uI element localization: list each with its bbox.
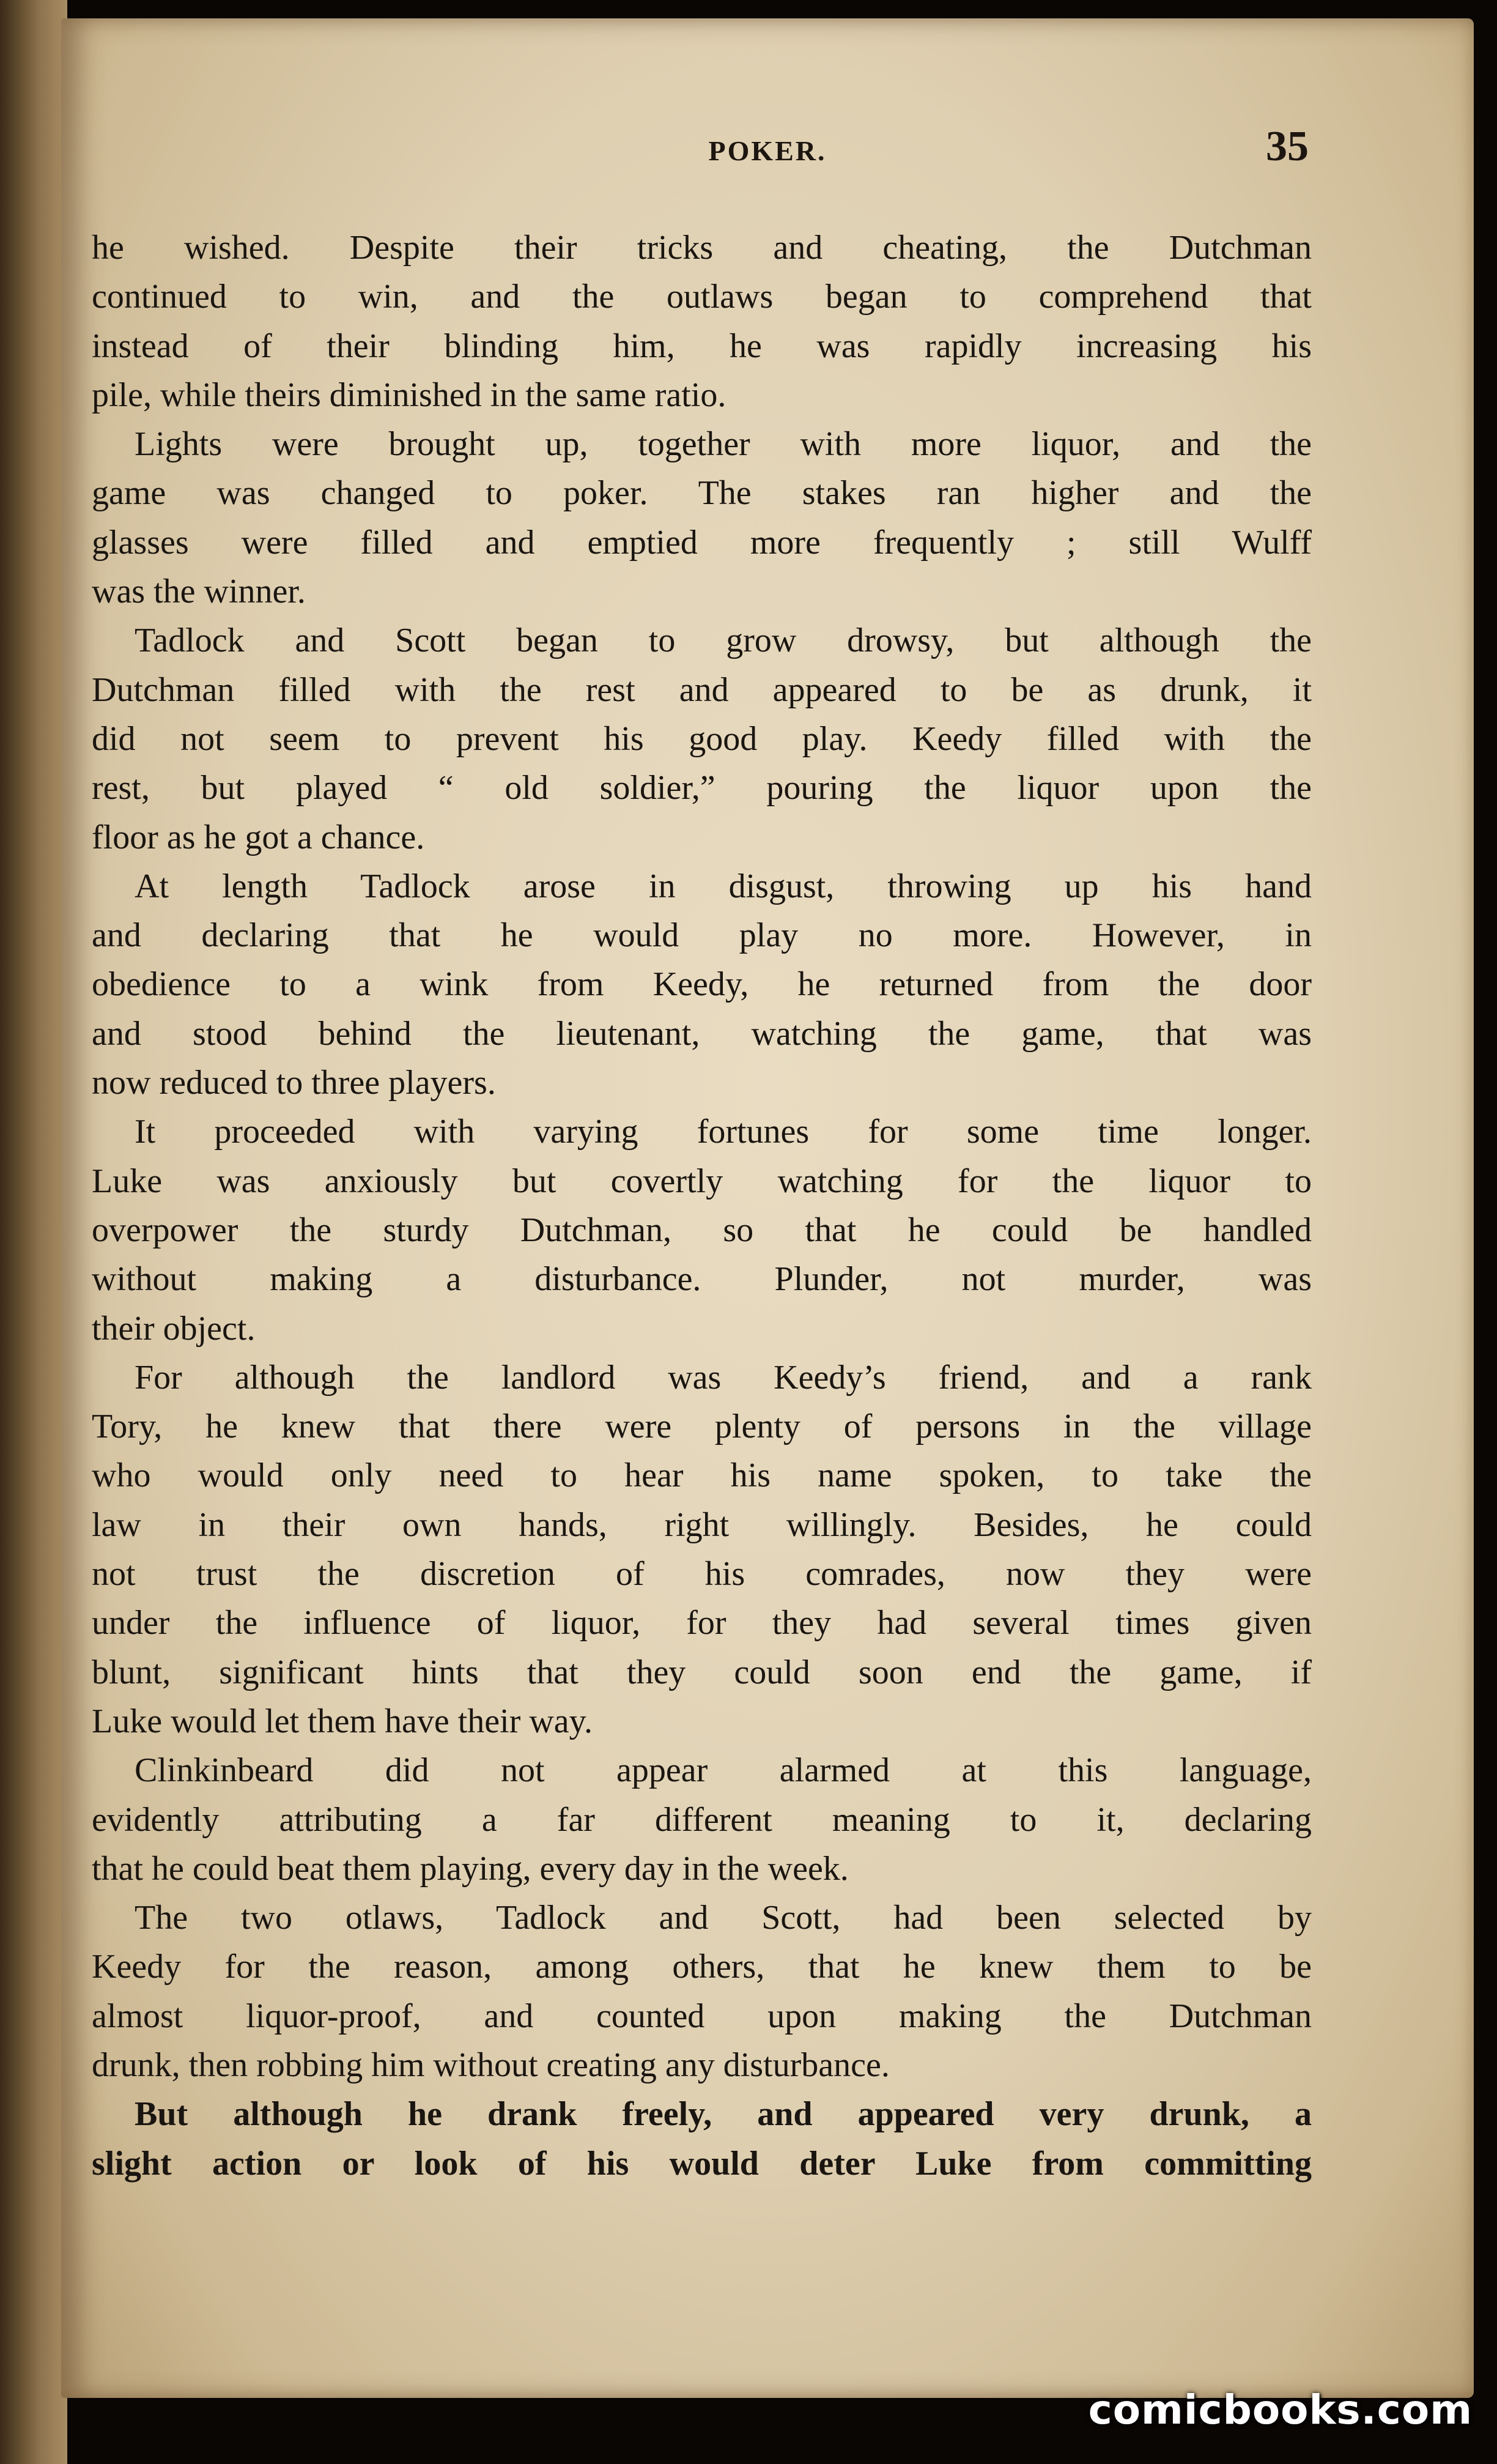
chapter-title: POKER. (708, 135, 827, 166)
running-head (61, 122, 1474, 184)
text-line: slight action or look of his would deter Luke from committing (92, 2144, 1312, 2183)
page-number: 35 (1266, 123, 1309, 170)
text-line: who would only need to hear his name spoken, to take the (92, 1457, 1312, 1495)
text-line: obedience to a wink from Keedy, he returned from the door (92, 965, 1312, 1004)
text-line: At length Tadlock arose in disgust, throwing up his hand (135, 867, 1312, 905)
text-line: floor as he got a chance. (92, 818, 425, 856)
site-watermark: comicbooks.com (1088, 2386, 1473, 2433)
text-line: Luke was anxiously but covertly watching for the liquor to (92, 1162, 1312, 1200)
text-line: that he could beat them playing, every day in the week. (92, 1849, 849, 1888)
text-line: without making a disturbance. Plunder, not murder, was (92, 1260, 1312, 1299)
text-line: It proceeded with varying fortunes for some time longer. (135, 1113, 1312, 1151)
book-spine (0, 0, 67, 2464)
book-page (61, 18, 1474, 2398)
text-line: not trust the discretion of his comrades, now they were (92, 1555, 1312, 1594)
text-line: glasses were filled and emptied more frequently ; still Wulff (92, 523, 1312, 562)
text-line: and stood behind the lieutenant, watching the game, that was (92, 1014, 1312, 1053)
text-line: But although he drank freely, and appeared very drunk, a (135, 2095, 1312, 2134)
text-line: law in their own hands, right willingly. Besides, he could (92, 1505, 1312, 1544)
text-line: Tory, he knew that there were plenty of persons in the village (92, 1408, 1312, 1446)
text-line: Dutchman filled with the rest and appeared to be as drunk, it (92, 670, 1312, 709)
text-line: and declaring that he would play no more. However, in (92, 916, 1312, 955)
text-line: Keedy for the reason, among others, that he knew them to be (92, 1948, 1312, 1986)
text-line: rest, but played “ old soldier,” pouring the liquor upon the (92, 769, 1312, 807)
body-text (92, 223, 1312, 2188)
text-line: instead of their blinding him, he was rapidly increasing his (92, 327, 1312, 365)
text-line: drunk, then robbing him without creating any disturbance. (92, 2046, 890, 2084)
text-line: game was changed to poker. The stakes ran higher and the (92, 474, 1312, 513)
text-line: did not seem to prevent his good play. Keedy filled with the (92, 719, 1312, 758)
text-line: almost liquor-proof, and counted upon making the Dutchman (92, 1997, 1312, 2035)
text-line: their object. (92, 1309, 256, 1348)
text-line: Tadlock and Scott began to grow drowsy, but although the (135, 622, 1312, 660)
text-line: overpower the sturdy Dutchman, so that he could be handled (92, 1211, 1312, 1249)
text-line: Clinkinbeard did not appear alarmed at this language, (135, 1751, 1312, 1790)
text-line: he wished. Despite their tricks and cheating, the Dutchman (92, 229, 1312, 267)
text-line: under the influence of liquor, for they had several times given (92, 1604, 1312, 1642)
text-line: continued to win, and the outlaws began to comprehend that (92, 278, 1312, 316)
text-line: For although the landlord was Keedy’s friend, and a rank (135, 1358, 1312, 1397)
text-line: Luke would let them have their way. (92, 1702, 593, 1740)
text-line: blunt, significant hints that they could soon end the game, if (92, 1653, 1312, 1691)
text-line: pile, while theirs diminished in the same ratio. (92, 376, 726, 414)
text-line: The two otlaws, Tadlock and Scott, had been selected by (135, 1899, 1312, 1937)
text-line: evidently attributing a far different meaning to it, declaring (92, 1800, 1312, 1839)
text-line: Lights were brought up, together with more liquor, and the (135, 425, 1312, 464)
text-line: was the winner. (92, 573, 306, 611)
text-line: now reduced to three players. (92, 1064, 496, 1102)
